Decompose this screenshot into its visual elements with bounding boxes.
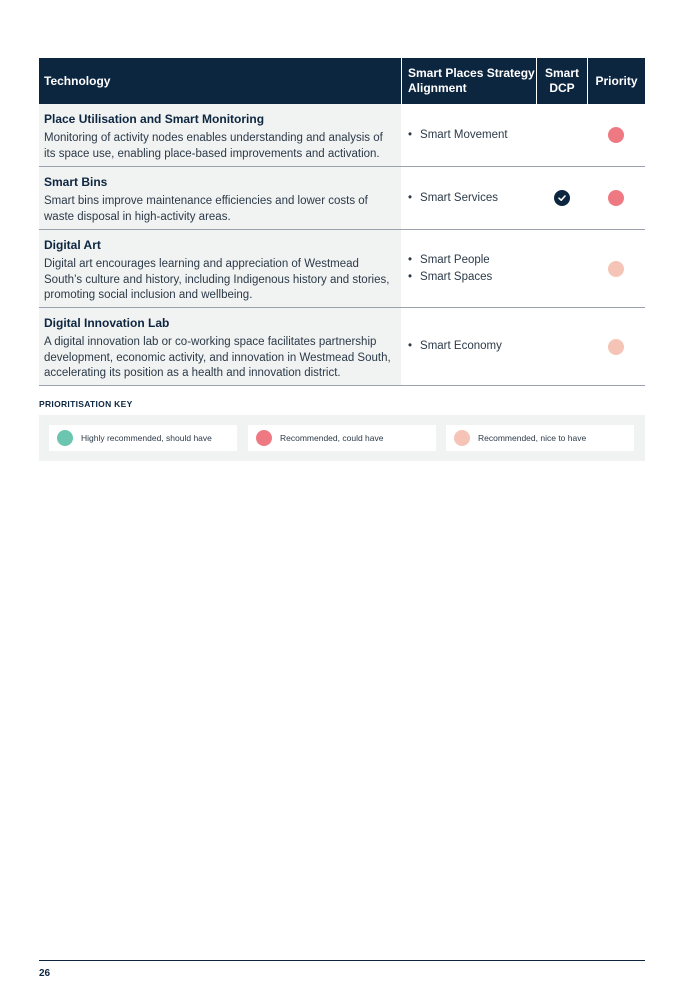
smart-dcp-cell [536, 167, 587, 229]
key-item [49, 425, 237, 451]
smart-dcp-cell [536, 104, 587, 166]
prioritisation-key [39, 415, 645, 461]
key-item [248, 425, 436, 451]
technology-description: Smart bins improve maintenance efficiencies and lower costs of waste disposal in high-activity areas. [44, 195, 368, 223]
priority-dot [608, 261, 624, 277]
key-label: Recommended, could have [280, 433, 384, 443]
header-alignment: Smart Places Strategy Alignment [401, 58, 536, 104]
alignment-item: • Smart Spaces [408, 269, 536, 286]
footer-divider [39, 960, 645, 961]
smart-dcp-cell [536, 308, 587, 385]
priority-dot [608, 190, 624, 206]
smart-dcp-cell [536, 230, 587, 307]
technology-title: Place Utilisation and Smart Monitoring [44, 112, 265, 126]
key-dot [57, 430, 73, 446]
priority-cell [587, 167, 645, 229]
check-circle-icon [554, 190, 570, 206]
alignment-item: • Smart People [408, 252, 536, 269]
priority-dot [608, 339, 624, 355]
alignment-item: • Smart Movement [408, 127, 536, 144]
technology-description: Digital art encourages learning and appreciation of Westmead South’s culture and history, including Indigenous history and stories, promoting social inclusion and wellbeing. [44, 258, 390, 301]
prioritisation-key-title: PRIORITISATION KEY [39, 399, 133, 409]
alignment-cell [401, 104, 536, 166]
alignment-item: • Smart Services [408, 190, 536, 207]
alignment-cell [401, 167, 536, 229]
table-row [39, 230, 645, 308]
key-dot [454, 430, 470, 446]
key-label: Recommended, nice to have [478, 433, 587, 443]
key-item [446, 425, 634, 451]
technology-cell [39, 308, 401, 385]
priority-cell [587, 104, 645, 166]
technology-description: A digital innovation lab or co-working space facilitates partnership development, economic activity, and innovation in Westmead South, accelerating its position as a health and innovation district. [44, 336, 391, 379]
table-header [39, 58, 645, 104]
alignment-cell [401, 230, 536, 307]
table-row [39, 308, 645, 386]
technology-description: Monitoring of activity nodes enables understanding and analysis of its space use, enabling place-based improvements and activation. [44, 132, 383, 160]
technology-title: Digital Innovation Lab [44, 316, 170, 330]
alignment-item: • Smart Economy [408, 338, 536, 355]
table-row [39, 104, 645, 167]
header-smart-dcp: Smart DCP [536, 58, 587, 104]
header-technology: Technology [44, 73, 111, 88]
technology-cell [39, 230, 401, 307]
priority-dot [608, 127, 624, 143]
header-priority: Priority [587, 58, 645, 104]
key-label: Highly recommended, should have [81, 433, 212, 443]
alignment-cell [401, 308, 536, 385]
technology-table [39, 58, 645, 386]
priority-cell [587, 308, 645, 385]
table-row [39, 167, 645, 230]
technology-title: Digital Art [44, 238, 101, 252]
technology-cell [39, 167, 401, 229]
technology-cell [39, 104, 401, 166]
key-dot [256, 430, 272, 446]
technology-title: Smart Bins [44, 175, 108, 189]
page-number: 26 [39, 968, 51, 979]
priority-cell [587, 230, 645, 307]
